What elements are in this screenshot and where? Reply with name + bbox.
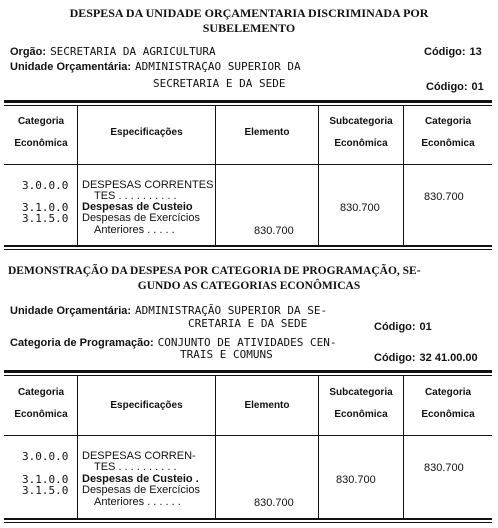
table2-header-categoria	[6, 382, 76, 426]
table1-spec-line: DESPESAS CORRENTES	[82, 179, 214, 191]
section2-categoria-value-line2: TRAIS E COMUNS	[180, 348, 273, 361]
section2-unidade-code-label: Código:	[374, 321, 416, 333]
section2-categoria-label: Categoria de Programação:	[10, 337, 154, 349]
header-line: Econômica	[334, 138, 388, 149]
section2-categoria-row	[10, 333, 336, 351]
header-line: Econômica	[421, 409, 475, 420]
table2-spec-line: TES . . . . . . . . . .	[94, 461, 177, 473]
header-line: Econômica	[334, 409, 388, 420]
table1-header-elemento: Elemento	[244, 127, 290, 138]
unidade-code-label: Código:	[426, 81, 468, 93]
section1-title-line1: DESPESA DA UNIDADE ORÇAMENTARIA DISCRIMINADA POR	[69, 6, 429, 20]
orgao-code-label: Código:	[424, 46, 466, 58]
table2-header-elemento: Elemento	[244, 400, 290, 411]
header-line: Categoria	[424, 387, 472, 398]
section1-title-line2: SUBELEMENTO	[202, 21, 296, 35]
table2-categoria-value: 830.700	[424, 462, 464, 474]
table1-code: 3.1.0.0	[22, 201, 69, 214]
header-line: Econômica	[421, 138, 475, 149]
header-line: Categoria	[424, 116, 472, 127]
table2-spec-line: Anteriores . . . . . .	[94, 496, 181, 508]
table1-header-categoria-economica	[404, 111, 492, 155]
header-line: Econômica	[14, 138, 68, 149]
table1-header-subcategoria	[319, 111, 403, 155]
header-line: Categoria	[17, 387, 65, 398]
table2-spec-line: DESPESAS CORREN-	[82, 450, 196, 462]
table1-header-especificacoes: Especificações	[110, 127, 183, 138]
section2-unidade-value-line2: CRETARIA E DA SEDE	[188, 317, 308, 330]
table1-spec-line: Despesas de Custeio	[82, 201, 193, 213]
table2-spec-line: Despesas de Custeio .	[82, 473, 199, 485]
table2-subcategoria-value: 830.700	[336, 474, 376, 486]
table2-bottom-rule-thin	[4, 522, 492, 523]
orgao-code-value: 13	[469, 46, 482, 58]
header-line: Subcategoria	[329, 116, 393, 127]
table1-elemento-value: 830.700	[254, 225, 294, 237]
unidade-code-value: 01	[471, 81, 484, 93]
section2-unidade-code	[374, 317, 432, 335]
section2-categoria-code	[374, 348, 478, 366]
table1-header-categoria	[6, 111, 76, 155]
header-line: Econômica	[14, 409, 68, 420]
table1-bottom-rule	[4, 245, 492, 247]
table1-top-rule	[4, 100, 492, 103]
table2-code: 3.1.5.0	[22, 484, 69, 497]
table1-categoria-value: 830.700	[424, 191, 464, 203]
table2-code: 3.1.0.0	[22, 473, 69, 486]
section2-categoria-code-label: Código:	[374, 352, 416, 364]
orgao-label: Orgão:	[10, 46, 47, 58]
section2-unidade-code-value: 01	[419, 321, 432, 333]
table1-code: 3.0.0.0	[22, 179, 69, 192]
section2-unidade-value-line1: ADMINISTRAÇÃO SUPERIOR DA SE-	[135, 304, 328, 317]
section2-categoria-code-value: 32 41.00.00	[419, 352, 478, 364]
table2-bottom-rule	[4, 518, 492, 520]
table2-header-especificacoes: Especificações	[110, 400, 183, 411]
table1-code: 3.1.5.0	[22, 212, 69, 225]
table1-spec-line: TES . . . . . . . . . .	[94, 190, 177, 202]
table1-spec-line: Anteriores . . . . .	[94, 224, 175, 236]
unidade-value-line2: SECRETARIA E DA SEDE	[153, 77, 286, 90]
section2-title-line2: GUNDO AS CATEGORIAS ECONÔMICAS	[137, 280, 361, 292]
table2-elemento-value: 830.700	[254, 497, 294, 509]
table1-bottom-rule-thin	[4, 249, 492, 250]
section2-categoria-value-line1: CONJUNTO DE ATIVIDADES CEN-	[157, 336, 337, 349]
table2-top-rule	[4, 370, 492, 373]
unidade-code	[426, 77, 484, 95]
table2-header-subcategoria	[319, 382, 403, 426]
orgao-value: SECRETARIA DA AGRICULTURA	[50, 45, 216, 58]
section2-title-line1: DEMONSTRAÇÃO DA DESPESA POR CATEGORIA DE PROGRAMAÇÃO, SE-	[8, 265, 421, 277]
table1-spec-line: Despesas de Exercícios	[82, 212, 200, 224]
header-line: Categoria	[17, 116, 65, 127]
unidade-row	[10, 57, 301, 75]
orgao-code	[424, 42, 482, 60]
table2-spec-line: Despesas de Exercícios	[82, 484, 200, 496]
unidade-label: Unidade Orçamentária:	[10, 61, 132, 73]
table2-code: 3.0.0.0	[22, 450, 69, 463]
table2-header-categoria-economica	[404, 382, 492, 426]
section2-unidade-label: Unidade Orçamentária:	[10, 305, 132, 317]
table1-subcategoria-value: 830.700	[340, 202, 380, 214]
unidade-value-line1: ADMINISTRAÇAO SUPERIOR DA	[135, 60, 301, 73]
header-line: Subcategoria	[329, 387, 393, 398]
